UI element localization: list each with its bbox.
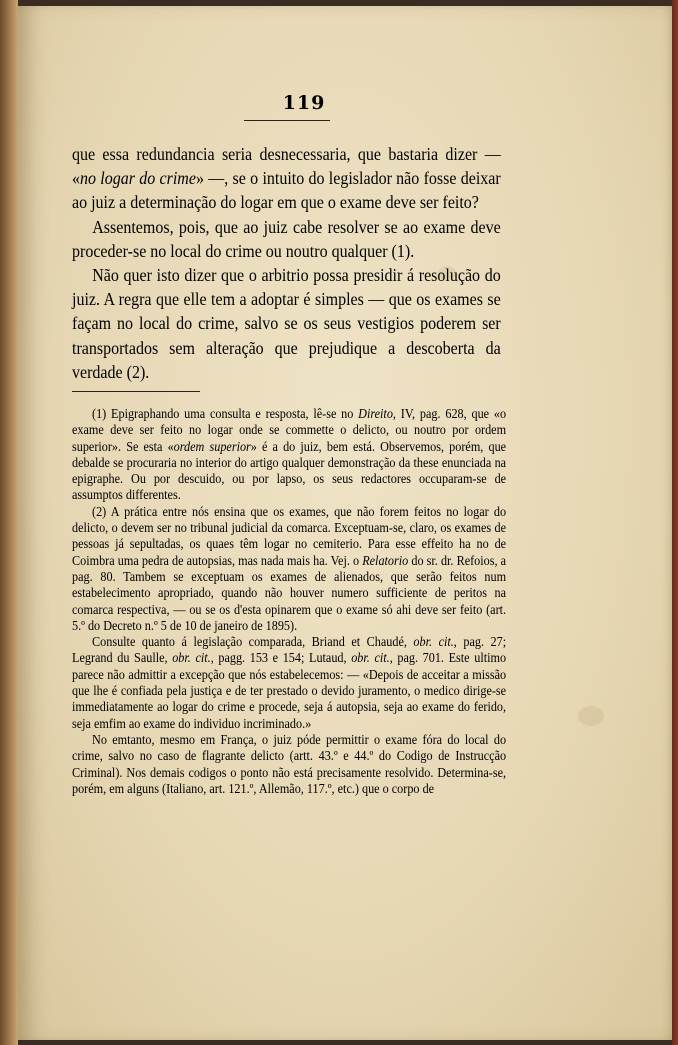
page-number-rule — [244, 120, 330, 121]
paper-stain — [578, 706, 604, 726]
footnote-paragraph — [72, 406, 506, 504]
text-run: , IV, pag. 628, que «o exame deve ser feito no logar onde se commette o delicto, ou noutro por ordem superior». Se esta « — [72, 406, 507, 454]
book-cover-edge — [672, 0, 678, 1045]
paragraph — [72, 142, 501, 215]
text-run: Consulte quanto á legislação comparada, Briand et Chaudé, — [92, 634, 414, 650]
text-run: , pag. 27; Legrand du Saulle, — [72, 634, 507, 666]
italic-text: Relatorio — [362, 552, 409, 568]
italic-text: no logar do crime — [80, 168, 196, 189]
italic-text: ordem superior — [173, 438, 251, 454]
italic-text: obr. cit. — [172, 650, 211, 666]
italic-text: Direito — [358, 406, 393, 421]
paragraph — [72, 215, 501, 263]
text-run: Não quer isto dizer que o arbitrio possa presidir á resolução do juiz. A regra que elle tem a adoptar é simples — que os exames se façam no local do crime, salvo se os seus vestigios poderem ser transportados sem alteração que prejudique a descoberta da verdade (2). — [72, 265, 501, 382]
footnotes — [72, 406, 506, 797]
text-run: (2) A prática entre nós ensina que os exames, que não forem feitos no logar do delicto, o devem ser no tribunal judicial da comarca. Exceptuam-se, claro, os exames de pessoas já sepultadas, os quaes têm logar no cemiterio. Para esse effeito ha no de Coimbra uma pedra de autopsias, mas nada mais ha. Vej. o — [72, 503, 507, 568]
main-text — [72, 142, 501, 384]
italic-text: obr. cit. — [413, 634, 454, 650]
italic-text: obr. cit. — [351, 650, 390, 666]
text-run: do sr. dr. Refoios, a pag. 80. Tambem se exceptuam os exames de alienados, que serão feitos num estabelecimento apropriado, quando não houver numero sufficiente de peritos na comarca respectiva, — ou se os d'esta opinarem que o exame só ahi deve ser feito (art. 5.º do Decreto n.º 5 de 10 de janeiro de 1895). — [72, 552, 507, 633]
footnote-paragraph — [72, 504, 506, 634]
text-run: » é a do juiz, bem está. Observemos, porém, que debalde se procuraria no interior do artigo qualquer demonstração da these enunciada na epigraphe. Ou por descuido, ou por lapso, os seus redactores occuparam-se de assumptos differentes. — [72, 438, 507, 503]
text-run: , pagg. 153 e 154; Lutaud, — [210, 650, 352, 666]
paragraph — [72, 263, 501, 384]
text-run: » —, se o intuito do legislador não fosse deixar ao juiz a determinação do logar em que o exame deve ser feito? — [72, 168, 501, 213]
text-run: , pag. 701. Este ultimo parece não admittir a excepção que nós estabelecemos: — «Depois de acceitar a missão que lhe é confiada pela justiça e de ter prestado o devido juramento, o medico dirige-se immediatamente ao logar do crime e procede, seja á autopsia, seja ao exame do ferido, seja emfim ao exame do individuo incriminado.» — [72, 650, 507, 731]
footnote-paragraph — [72, 634, 506, 732]
footnote-separator — [72, 391, 200, 392]
text-run: (1) Epigraphando uma consulta e resposta, lê-se no — [92, 406, 359, 421]
footnote-paragraph — [72, 732, 506, 797]
text-run: No emtanto, mesmo em França, o juiz póde permittir o exame fóra do local do crime, salvo no caso de flagrante delicto (artt. 43.º e 44.º do Codigo de Instrucção Criminal). Nos demais codigos o ponto não está precisamente resolvido. Determina-se, porém, em alguns (Italiano, art. 121.º, Allemão, 117.º, etc.) que o corpo de — [72, 731, 507, 796]
book-spine-shadow — [0, 0, 18, 1045]
text-run: que essa redundancia seria desnecessaria, que bastaria dizer — « — [72, 144, 501, 189]
page-number: 119 — [282, 92, 326, 114]
text-run: Assentemos, pois, que ao juiz cabe resolver se ao exame deve proceder-se no local do crime ou noutro qualquer (1). — [72, 216, 501, 261]
